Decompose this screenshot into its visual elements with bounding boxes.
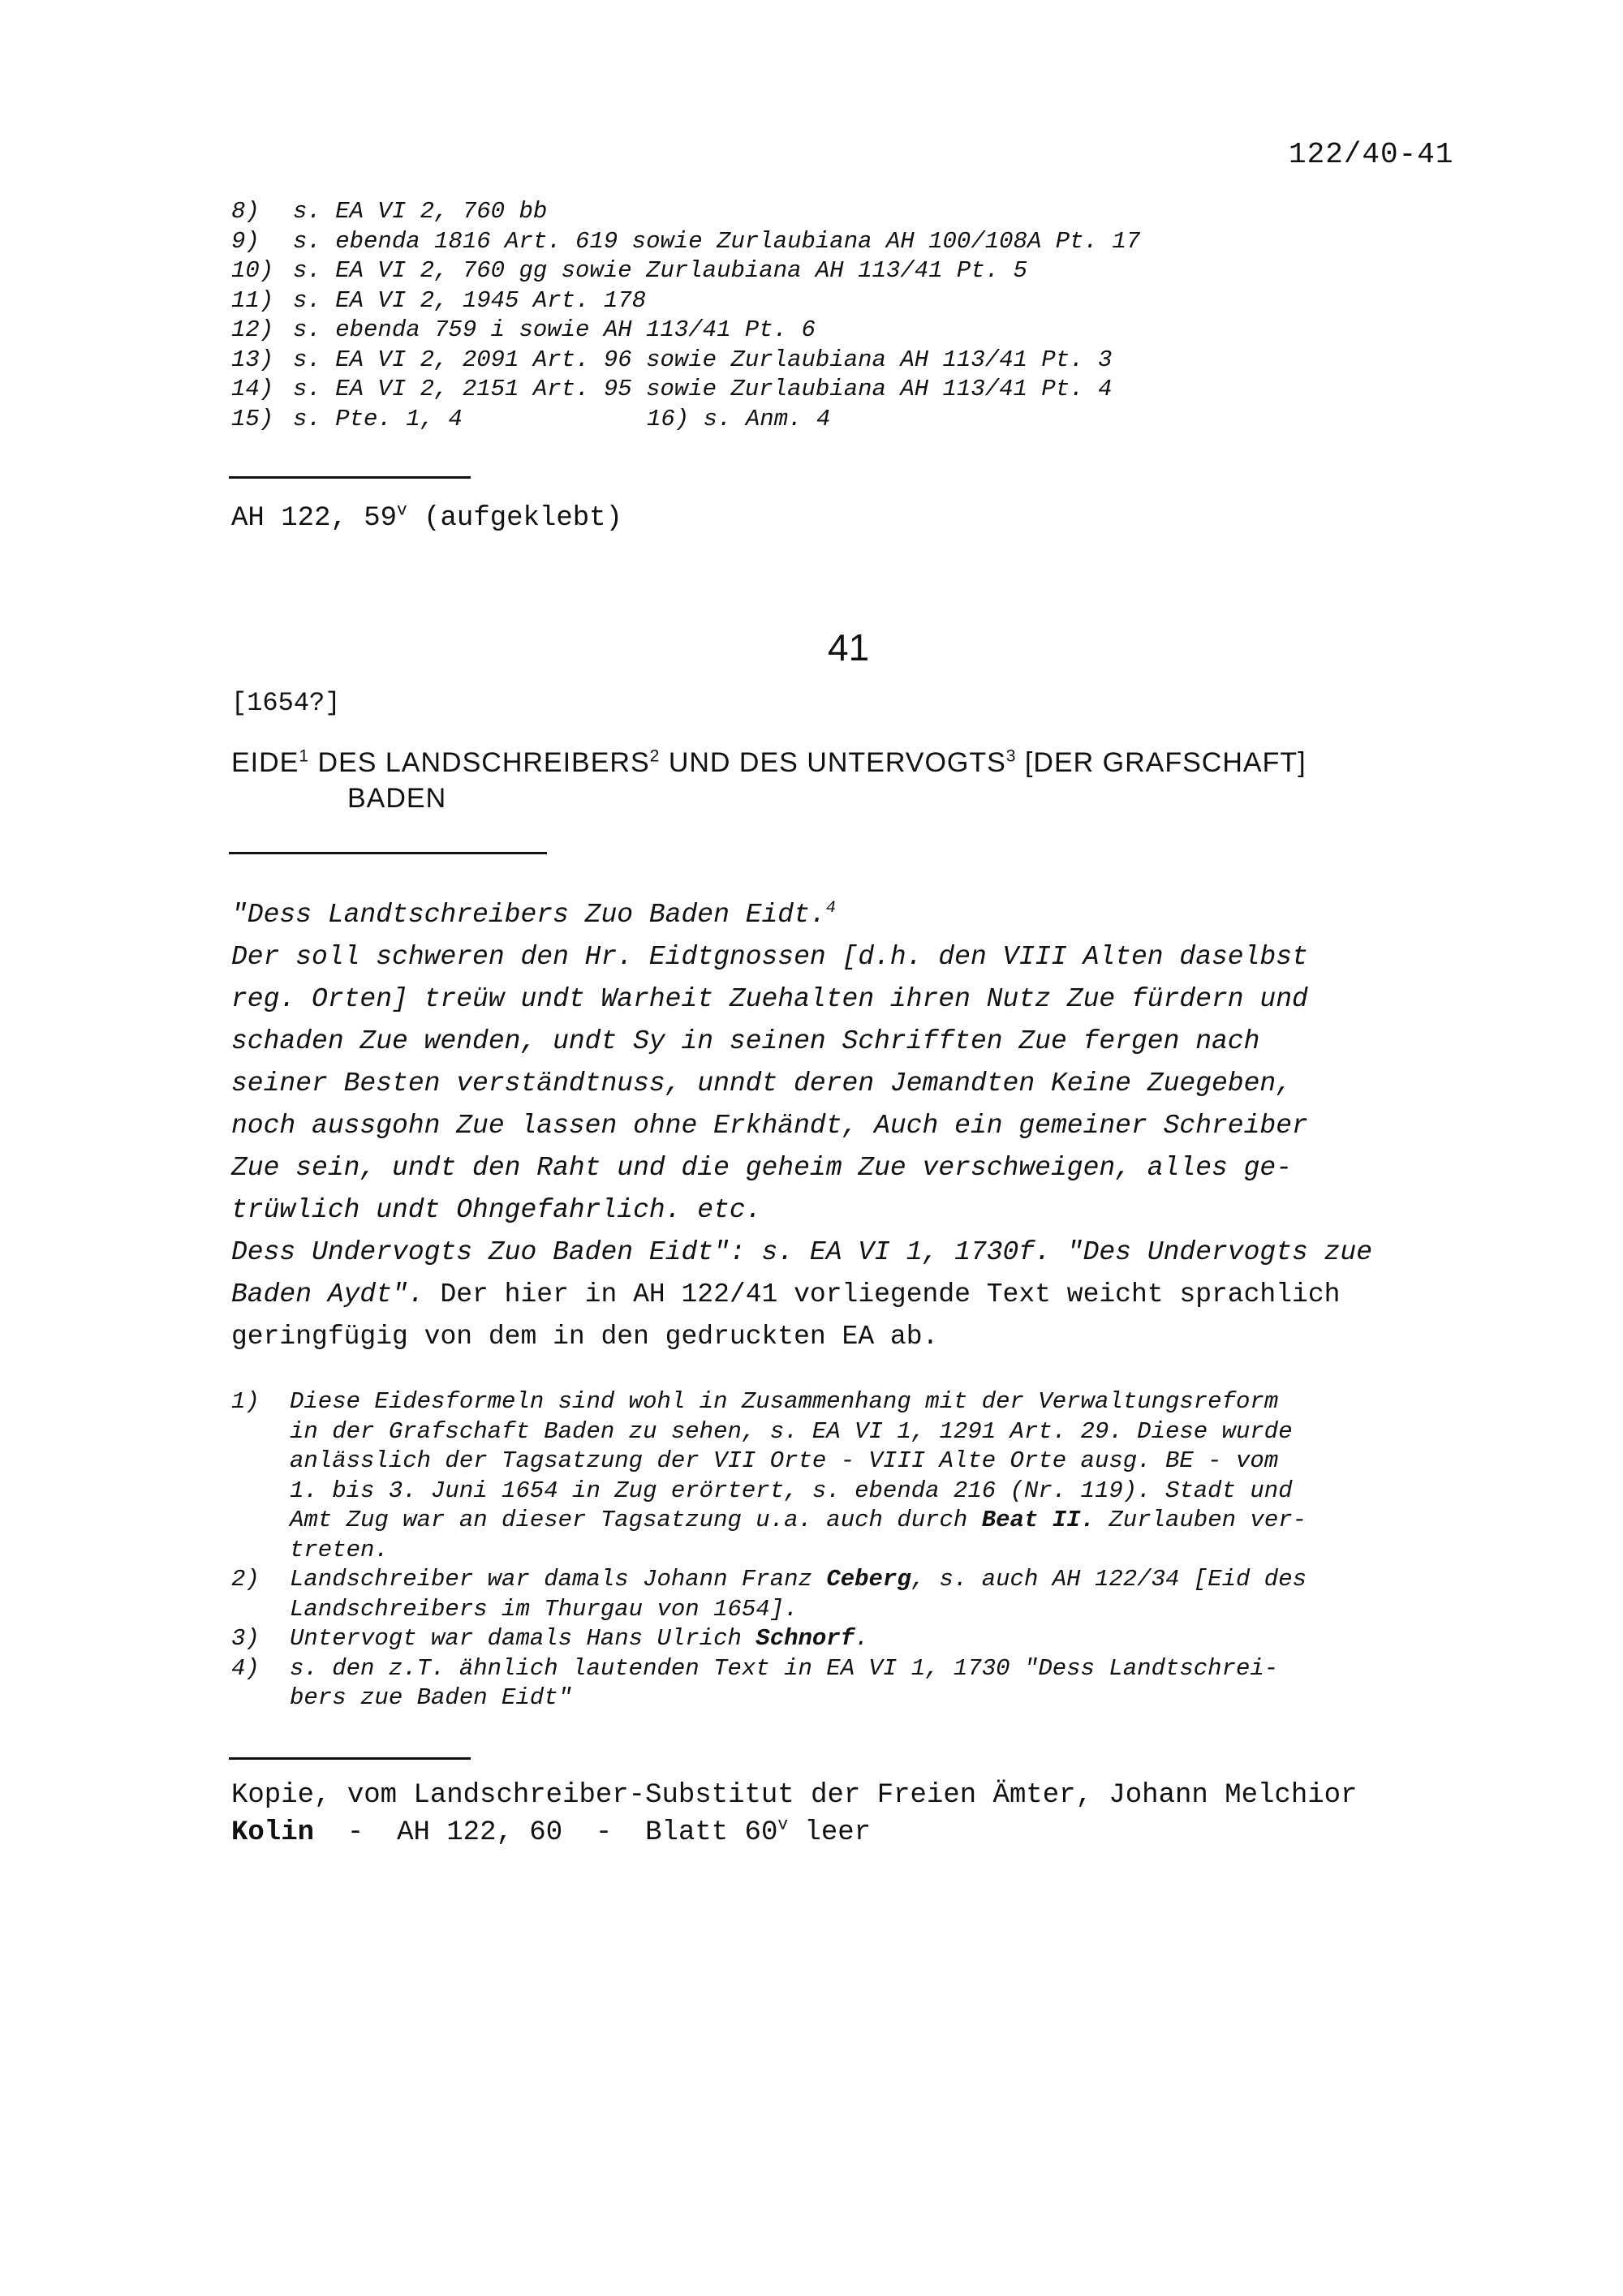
scribe-name: Kolin (231, 1817, 315, 1848)
footnote-text: s. EA VI 2, 760 gg sowie Zurlaubiana AH 113/41 Pt. 5 (293, 257, 1027, 284)
footnote-number: 10) (231, 257, 274, 284)
footnote-text: s. EA VI 2, 1945 Art. 178 (293, 286, 647, 314)
footnote-number: 14) (231, 376, 274, 402)
body-line: trüwlich undt Ohngefahrlich. etc. (231, 1195, 762, 1225)
document-title: EIDE$^1$ DES LANDSCHREIBERS$^2$ UND DES UNTERVOGTS$^3$ [DER GRAFSCHAFT] BADEN (231, 746, 1307, 814)
divider-rule (229, 852, 547, 854)
document-notes (231, 1387, 1307, 1713)
footnote-number: 13) (231, 346, 274, 373)
footnote-number: 11) (231, 286, 274, 314)
footnote-text: s. Anm. 4 (703, 405, 831, 432)
body-line: Dess Undervogts Zuo Baden Eidt": s. EA VI 1, 1730f. "Des Undervogts zue (231, 1237, 1373, 1267)
footnote-item (231, 227, 1140, 257)
footnote-item (231, 286, 1140, 316)
divider-rule (229, 476, 471, 479)
note-item: 3) Untervogt war damals Hans Ulrich Schnorf. (231, 1624, 1307, 1654)
divider-rule (229, 1757, 471, 1760)
body-line: seiner Besten verständtnuss, unndt deren Jemandten Keine Zuegeben, (231, 1068, 1293, 1099)
document-number: 41 (828, 626, 870, 669)
footnote-text: s. Pte. 1, 4 (293, 405, 463, 432)
note-number: 1) (231, 1388, 260, 1415)
footnote-number: 16) (647, 405, 690, 432)
body-line: geringfügig von dem in den gedruckten EA ab. (231, 1322, 939, 1352)
footnote-text: s. ebenda 1816 Art. 619 sowie Zurlaubiana AH 100/108A Pt. 17 (293, 227, 1141, 255)
footnote-item (231, 197, 1140, 227)
footnote-item (231, 316, 1140, 346)
body-line: Zue sein, undt den Raht und die geheim Zue verschweigen, alles ge- (231, 1153, 1293, 1183)
footnote-item (231, 405, 1140, 435)
footnote-text: s. ebenda 759 i sowie AH 113/41 Pt. 6 (293, 316, 816, 343)
body-line: Baden Aydt". Der hier in AH 122/41 vorliegende Text weicht sprachlich (231, 1279, 1341, 1309)
source-reference-previous: AH 122, 59$^v$ (aufgeklebt) (231, 501, 622, 534)
note-number: 4) (231, 1654, 260, 1682)
body-line: noch aussgohn Zue lassen ohne Erkhändt, Auch ein gemeiner Schreiber (231, 1111, 1308, 1141)
footnote-item (231, 375, 1140, 405)
note-item: 2) Landschreiber war damals Johann Franz Ceberg, s. auch AH 122/34 [Eid des Landschreibers im Thurgau von 1654]. (231, 1566, 1307, 1623)
note-item: 1) Diese Eidesformeln sind wohl in Zusammenhang mit der Verwaltungsreform in der Grafschaft Baden zu sehen, s. EA VI 1, 1291 Art. 29. Diese wurde anlässlich der Tagsatzung der VII Orte - VIII Alte Orte ausg. BE - vom 1. bis 3. Juni 1654 in Zug erörtert, s. ebenda 216 (Nr. 119). Stadt und Amt Zug war an dieser Tagsatzung u.a. auch durch Beat II. Zurlauben ver- treten. (231, 1388, 1307, 1563)
note-number: 2) (231, 1566, 260, 1593)
footnote-ref: 3 (1005, 746, 1017, 766)
source-reference-current: Kopie, vom Landschreiber-Substitut der Freien Ämter, Johann Melchior Kolin - AH 122, 60 - Blatt 60$^v$ leer (231, 1780, 1358, 1848)
footnote-ref: 4 (825, 899, 836, 918)
footnote-number: 8) (231, 198, 260, 225)
note-number: 3) (231, 1625, 260, 1652)
top-footnotes (231, 197, 1140, 434)
footnote-item (231, 256, 1140, 286)
footnote-number: 9) (231, 227, 260, 255)
footnote-ref: 2 (649, 746, 661, 766)
footnote-text: s. EA VI 2, 2091 Art. 96 sowie Zurlaubiana AH 113/41 Pt. 3 (293, 346, 1113, 373)
body-line: "Dess Landtschreibers Zuo Baden Eidt.$^4$ (231, 899, 836, 930)
footnote-text: s. EA VI 2, 760 bb (293, 198, 548, 225)
footnote-number: 12) (231, 316, 274, 343)
note-item: 4) s. den z.T. ähnlich lautenden Text in EA VI 1, 1730 "Dess Landtschrei- bers zue Baden Eidt" (231, 1654, 1279, 1711)
body-line: reg. Orten] treüw undt Warheit Zuehalten ihren Nutz Zue fürdern und (231, 984, 1308, 1014)
footnote-ref: 1 (299, 746, 310, 766)
body-line: Der soll schweren den Hr. Eidtgnossen [d.h. den VIII Alten daselbst (231, 942, 1308, 972)
footnote-number: 15) (231, 405, 274, 432)
document-date: [1654?] (231, 688, 341, 718)
footnote-item (231, 346, 1140, 376)
footnote-text: s. EA VI 2, 2151 Art. 95 sowie Zurlaubiana AH 113/41 Pt. 4 (293, 376, 1113, 402)
page-number: 122/40-41 (1289, 138, 1454, 171)
body-line: schaden Zue wenden, undt Sy in seinen Schrifften Zue fergen nach (231, 1026, 1260, 1056)
document-body (231, 894, 1372, 1358)
